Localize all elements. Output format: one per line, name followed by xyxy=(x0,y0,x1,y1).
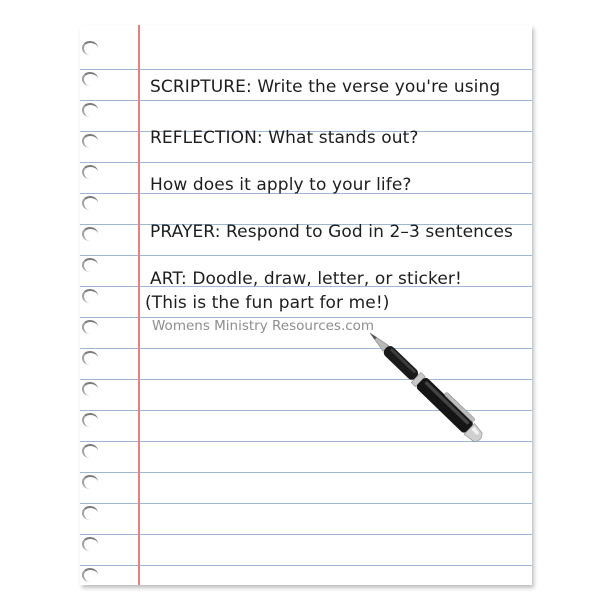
apply-prompt: How does it apply to your life? xyxy=(150,175,412,195)
fun-note: (This is the fun part for me!) xyxy=(145,293,390,313)
art-prompt: ART: Doodle, draw, letter, or sticker! xyxy=(150,269,462,289)
watermark: Womens Ministry Resources.com xyxy=(152,318,375,334)
prayer-prompt: PRAYER: Respond to God in 2–3 sentences xyxy=(150,222,513,242)
reflection-prompt: REFLECTION: What stands out? xyxy=(150,128,419,148)
scripture-prompt: SCRIPTURE: Write the verse you're using xyxy=(150,77,501,97)
